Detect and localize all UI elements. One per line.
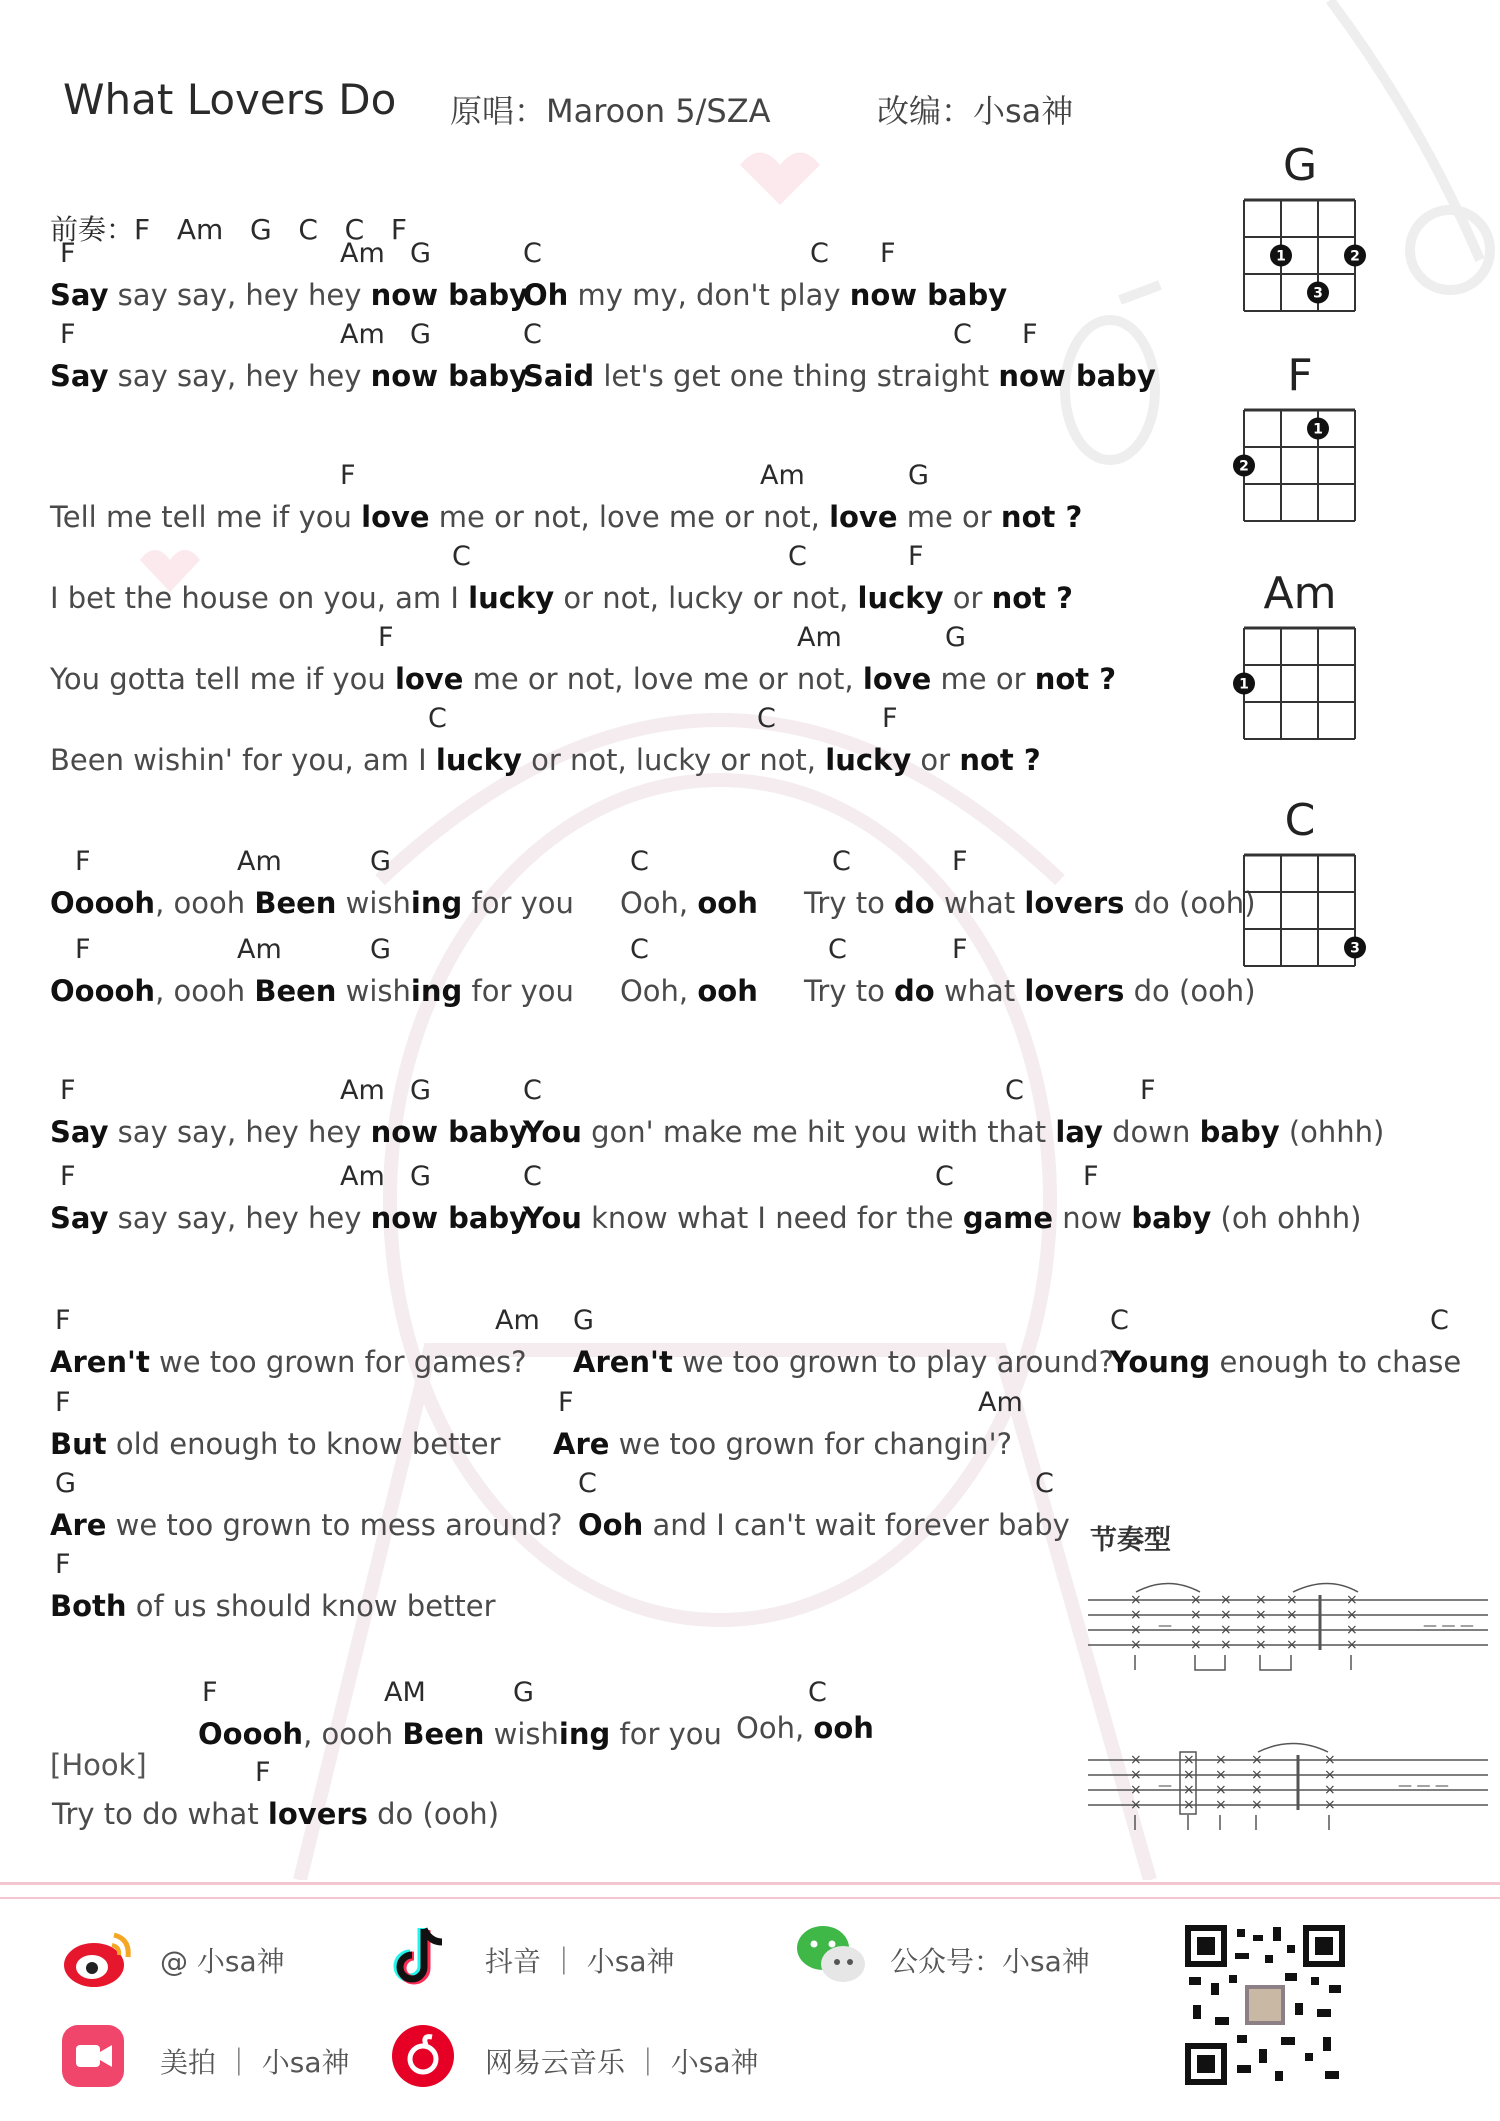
lyric-text: Tell me tell me if you	[50, 500, 362, 534]
lyric-text: do (ooh)	[367, 1797, 500, 1831]
svg-text:—: —	[1158, 1778, 1172, 1794]
chord-symbol: Am	[978, 1387, 1023, 1418]
chord-symbol: F	[60, 238, 76, 269]
chord-symbol: F	[1022, 319, 1038, 350]
chord-symbol: C	[808, 1677, 827, 1708]
lyric-line	[198, 1717, 722, 1751]
chord-symbol: F	[558, 1387, 574, 1418]
lyric-text: Been wishin' for you, am I	[50, 743, 436, 777]
chord-symbol: C	[935, 1161, 954, 1192]
rhythm-pattern-2	[1088, 1730, 1488, 1840]
lyric-text: , oooh	[155, 886, 255, 920]
svg-text:3: 3	[1313, 285, 1323, 302]
lyric-emphasis: lucky	[857, 581, 944, 615]
lyric-emphasis: Young	[1110, 1345, 1211, 1379]
lyric-emphasis: not ?	[959, 743, 1041, 777]
lyric-emphasis: Ooooh	[198, 1717, 304, 1751]
svg-text:2: 2	[1239, 458, 1249, 475]
chord-symbol: Am	[237, 846, 282, 877]
lyric-text: we too grown for changin'?	[609, 1427, 1013, 1461]
lyric-emphasis: Said	[523, 359, 595, 393]
lyric-emphasis: Are	[50, 1508, 107, 1542]
chord-symbol: C	[578, 1468, 597, 1499]
chord-symbol: Am	[797, 622, 842, 653]
wechat-icon[interactable]	[795, 1922, 869, 1988]
lyric-text: wish	[336, 974, 411, 1008]
lyric-text: say say, hey hey	[108, 359, 371, 393]
svg-text:×: ×	[1130, 1607, 1142, 1623]
lyric-emphasis: now baby	[370, 278, 529, 312]
lyric-text: let's get one thing straight	[594, 359, 999, 393]
chord-symbol: F	[340, 460, 356, 491]
lyric-emphasis: ooh	[697, 974, 758, 1008]
netease-music-icon[interactable]	[392, 2025, 454, 2087]
lyric-text: for you Ooh,	[462, 974, 698, 1008]
chord-symbol: F	[75, 934, 91, 965]
footer-divider-top	[0, 1882, 1500, 1885]
lyric-emphasis: But	[50, 1427, 107, 1461]
chord-symbol: C	[523, 319, 542, 350]
svg-text:2: 2	[1350, 248, 1360, 265]
chord-symbol: F	[1140, 1075, 1156, 1106]
lyric-emphasis: love	[394, 662, 464, 696]
lyric-emphasis: game	[962, 1201, 1054, 1235]
svg-text:×: ×	[1190, 1607, 1202, 1623]
finger-dot	[1344, 937, 1366, 959]
svg-text:×: ×	[1190, 1622, 1202, 1638]
chord-symbol: G	[908, 460, 929, 491]
lyric-line	[50, 1115, 528, 1149]
svg-text:1: 1	[1239, 676, 1249, 693]
lyric-text: what	[934, 974, 1025, 1008]
arranger: 改编：小sa神	[877, 92, 1074, 130]
svg-text:×: ×	[1255, 1607, 1267, 1623]
chord-symbol: Am	[495, 1305, 540, 1336]
lyric-text: Try to do what	[52, 1797, 268, 1831]
lyric-line	[50, 359, 528, 393]
lyric-emphasis: lovers	[267, 1797, 368, 1831]
lyric-emphasis: Say	[50, 1115, 109, 1149]
lyric-line	[50, 500, 1082, 534]
lyric-line	[50, 1508, 562, 1542]
chord-symbol: Am	[340, 1161, 385, 1192]
lyric-text: or not, lucky or not,	[521, 743, 826, 777]
chord-symbol: C	[523, 238, 542, 269]
chord-symbol: G	[513, 1677, 534, 1708]
chord-symbol: C	[1110, 1305, 1129, 1336]
chord-symbol: G	[370, 846, 391, 877]
svg-text:×: ×	[1190, 1637, 1202, 1653]
song-title: What Lovers Do	[63, 75, 397, 124]
lyric-emphasis: now baby	[370, 1201, 529, 1235]
lyric-text: old enough to know better	[106, 1427, 501, 1461]
lyric-text: for you	[610, 1717, 722, 1751]
chord-symbol: F	[1083, 1161, 1099, 1192]
lyric-line	[523, 1115, 1384, 1149]
chord-symbol: F	[202, 1677, 218, 1708]
svg-text:×: ×	[1220, 1607, 1232, 1623]
lyric-text: wish	[336, 886, 411, 920]
svg-text:×: ×	[1286, 1637, 1298, 1653]
lyric-emphasis: lucky	[435, 743, 522, 777]
lyric-emphasis: now baby	[849, 278, 1008, 312]
chord-symbol: C	[1035, 1468, 1054, 1499]
lyric-emphasis: ing	[410, 886, 463, 920]
lyric-text: for you Ooh,	[462, 886, 698, 920]
svg-text:×: ×	[1255, 1637, 1267, 1653]
lyric-emphasis: love	[862, 662, 932, 696]
finger-dot	[1233, 673, 1255, 695]
lyric-emphasis: ooh	[813, 1711, 874, 1745]
douyin-icon[interactable]	[392, 1920, 452, 1990]
chord-symbol: F	[908, 541, 924, 572]
lyric-emphasis: Been	[254, 974, 337, 1008]
chord-symbol: G	[573, 1305, 594, 1336]
lyric-line	[50, 662, 1116, 696]
chord-symbol: C	[788, 541, 807, 572]
svg-text:×: ×	[1251, 1752, 1263, 1768]
lyric-text: what	[934, 886, 1025, 920]
chord-symbol: AM	[384, 1677, 426, 1708]
chord-symbol: Am	[340, 1075, 385, 1106]
svg-text:×: ×	[1346, 1637, 1358, 1653]
lyric-line	[736, 1711, 874, 1745]
svg-text:×: ×	[1183, 1797, 1195, 1813]
chord-symbol: Am	[340, 319, 385, 350]
lyric-emphasis: Aren't	[573, 1345, 673, 1379]
lyric-line	[578, 1508, 1070, 1542]
original-artist: 原唱：Maroon 5/SZA	[450, 92, 771, 130]
svg-text:×: ×	[1255, 1592, 1267, 1608]
lyric-emphasis: Oh	[523, 278, 569, 312]
netease-handle: 网易云音乐 ｜ 小sa神	[485, 2046, 759, 2079]
lyric-line	[50, 1427, 501, 1461]
svg-text:×: ×	[1215, 1797, 1227, 1813]
chord-symbol: C	[630, 934, 649, 965]
svg-text:×: ×	[1130, 1622, 1142, 1638]
chord-symbol: C	[428, 703, 447, 734]
lyric-line	[50, 1201, 528, 1235]
lyric-text: we too grown for games?	[149, 1345, 527, 1379]
lyric-text: You gotta tell me if you	[50, 662, 395, 696]
weibo-handle: @ 小sa神	[160, 1945, 285, 1978]
lyric-emphasis: ing	[558, 1717, 611, 1751]
chord-symbol: C	[832, 846, 851, 877]
svg-text:×: ×	[1130, 1782, 1142, 1798]
svg-text:×: ×	[1130, 1752, 1142, 1768]
chord-diagram-c	[1232, 847, 1372, 977]
svg-text:×: ×	[1130, 1797, 1142, 1813]
lyric-text: Ooh,	[736, 1711, 814, 1745]
chord-symbol: F	[880, 238, 896, 269]
lyric-emphasis: lovers	[1024, 886, 1125, 920]
lyric-line	[1110, 1345, 1461, 1379]
chord-symbol: F	[60, 1161, 76, 1192]
chord-symbol: F	[55, 1549, 71, 1580]
lyric-emphasis: ooh	[697, 886, 758, 920]
finger-dot	[1307, 418, 1329, 440]
lyric-emphasis: Aren't	[50, 1345, 150, 1379]
chord-symbol: F	[75, 846, 91, 877]
svg-text:×: ×	[1324, 1767, 1336, 1783]
chord-symbol: C	[953, 319, 972, 350]
finger-dot	[1270, 245, 1292, 267]
lyric-text: (oh ohhh)	[1211, 1201, 1362, 1235]
lyric-text: now	[1053, 1201, 1132, 1235]
lyric-text: , oooh	[155, 974, 255, 1008]
lyric-emphasis: Been	[254, 886, 337, 920]
chord-symbol: Am	[340, 238, 385, 269]
lyric-text: gon' make me hit you with that	[581, 1115, 1056, 1149]
svg-text:×: ×	[1255, 1622, 1267, 1638]
chord-symbol: C	[828, 934, 847, 965]
lyric-text: (ohhh)	[1279, 1115, 1385, 1149]
chord-symbol: Am	[237, 934, 282, 965]
lyric-emphasis: lucky	[468, 581, 555, 615]
chord-symbol: G	[370, 934, 391, 965]
lyric-emphasis: now baby	[370, 1115, 529, 1149]
lyric-text: enough to chase	[1210, 1345, 1462, 1379]
svg-text:×: ×	[1324, 1752, 1336, 1768]
svg-text:×: ×	[1215, 1767, 1227, 1783]
lyric-emphasis: lucky	[825, 743, 912, 777]
lyric-emphasis: not ?	[991, 581, 1073, 615]
chord-symbol: F	[952, 934, 968, 965]
lyric-emphasis: not ?	[1034, 662, 1117, 696]
chord-symbol: G	[410, 319, 431, 350]
lyric-text: say say, hey hey	[108, 1201, 371, 1235]
svg-text:×: ×	[1220, 1622, 1232, 1638]
svg-text:×: ×	[1130, 1592, 1142, 1608]
lyric-text: , oooh	[303, 1717, 403, 1751]
chord-symbol: C	[1005, 1075, 1024, 1106]
lyric-text: we too grown to play around?	[672, 1345, 1114, 1379]
chord-symbol: F	[952, 846, 968, 877]
chord-symbol: C	[523, 1075, 542, 1106]
svg-text:×: ×	[1130, 1637, 1142, 1653]
svg-text:×: ×	[1251, 1782, 1263, 1798]
lyric-line	[50, 581, 1073, 615]
svg-text:— — —: — — —	[1398, 1778, 1449, 1794]
douyin-handle: 抖音 ｜ 小sa神	[485, 1945, 675, 1978]
chord-diagram-am	[1232, 620, 1372, 750]
chord-symbol: F	[55, 1305, 71, 1336]
lyric-emphasis: lay	[1055, 1115, 1103, 1149]
lyric-line	[523, 1201, 1361, 1235]
intro-chords: F Am G C C F	[134, 213, 407, 246]
lyric-emphasis: love	[361, 500, 430, 534]
lyric-text: wish	[484, 1717, 559, 1751]
lyric-emphasis: do	[894, 886, 935, 920]
chord-symbol: F	[60, 319, 76, 350]
lyric-line	[52, 1797, 499, 1831]
chord-symbol: C	[1430, 1305, 1449, 1336]
meipai-handle: 美拍 ｜ 小sa神	[160, 2046, 350, 2079]
meipai-icon[interactable]	[62, 2025, 124, 2087]
finger-dot	[1344, 245, 1366, 267]
intro-label: 前奏：	[50, 213, 135, 246]
lyric-emphasis: lovers	[1024, 974, 1125, 1008]
lyric-line	[553, 1427, 1012, 1461]
finger-dot	[1233, 455, 1255, 477]
lyric-emphasis: ing	[410, 974, 463, 1008]
lyric-text: me or	[897, 500, 1001, 534]
svg-text:1: 1	[1276, 248, 1286, 265]
hook-label: [Hook]	[50, 1748, 147, 1782]
lyric-line	[50, 278, 528, 312]
svg-text:×: ×	[1251, 1767, 1263, 1783]
svg-text:×: ×	[1251, 1797, 1263, 1813]
lyric-emphasis: Ooh	[578, 1508, 644, 1542]
footer-divider-bottom	[0, 1897, 1500, 1899]
lyric-emphasis: Are	[553, 1427, 610, 1461]
chord-diagram-name: C	[1284, 795, 1316, 846]
wechat-account: 公众号：小sa神	[890, 1945, 1090, 1978]
lyric-text: Try to	[757, 974, 895, 1008]
svg-text:1: 1	[1313, 421, 1323, 438]
lyric-line	[50, 886, 1256, 920]
lyric-text: know what I need for the	[581, 1201, 963, 1235]
svg-text:×: ×	[1183, 1752, 1195, 1768]
svg-text:×: ×	[1215, 1782, 1227, 1798]
chord-diagram-name: Am	[1263, 568, 1337, 619]
svg-text:3: 3	[1350, 940, 1360, 957]
chord-symbol: Am	[760, 460, 805, 491]
lyric-emphasis: do	[894, 974, 935, 1008]
lyric-emphasis: Been	[402, 1717, 485, 1751]
chord-symbol: F	[882, 703, 898, 734]
lyric-text: and I can't wait forever baby	[643, 1508, 1070, 1542]
lyric-line	[523, 278, 1007, 312]
svg-text:×: ×	[1215, 1752, 1227, 1768]
lyric-emphasis: Say	[50, 359, 109, 393]
lyric-line	[50, 1345, 527, 1379]
rhythm-pattern-1	[1088, 1570, 1488, 1680]
lyric-text: say say, hey hey	[108, 1115, 371, 1149]
lyric-emphasis: not ?	[1000, 500, 1083, 534]
lyric-text: do (ooh)	[1124, 886, 1256, 920]
lyric-line	[50, 974, 1256, 1008]
finger-dot	[1307, 282, 1329, 304]
lyric-text: my my, don't play	[568, 278, 850, 312]
lyric-text: say say, hey hey	[108, 278, 371, 312]
lyric-text: do (ooh)	[1124, 974, 1256, 1008]
lyric-line	[523, 359, 1156, 393]
lyric-text: or	[943, 581, 992, 615]
lyric-text: Try to	[757, 886, 895, 920]
chord-symbol: G	[945, 622, 966, 653]
svg-text:×: ×	[1324, 1782, 1336, 1798]
chord-symbol: F	[378, 622, 394, 653]
chord-diagram-f	[1232, 402, 1372, 532]
weibo-icon[interactable]	[62, 1925, 138, 1991]
chord-diagram-name: F	[1287, 350, 1313, 401]
svg-text:— — —: — — —	[1423, 1618, 1474, 1634]
lyric-emphasis: baby	[1131, 1201, 1212, 1235]
lyric-text: me or not, love me or not,	[463, 662, 863, 696]
qr-code[interactable]	[1185, 1925, 1345, 2085]
rhythm-label: 节奏型	[1090, 1525, 1171, 1556]
lyric-emphasis: You	[523, 1115, 582, 1149]
lyric-emphasis: Both	[50, 1589, 127, 1623]
lyric-emphasis: now baby	[998, 359, 1156, 393]
lyric-text: me or	[931, 662, 1035, 696]
lyric-emphasis: love	[829, 500, 898, 534]
chord-symbol: C	[452, 541, 471, 572]
svg-text:×: ×	[1346, 1622, 1358, 1638]
chord-symbol: F	[60, 1075, 76, 1106]
svg-text:×: ×	[1220, 1592, 1232, 1608]
lyric-line	[50, 1589, 496, 1623]
lyric-emphasis: Ooooh	[50, 886, 156, 920]
chord-symbol: C	[757, 703, 776, 734]
lyric-emphasis: now baby	[370, 359, 529, 393]
lyric-emphasis: You	[523, 1201, 582, 1235]
lyric-emphasis: Ooooh	[50, 974, 156, 1008]
svg-text:×: ×	[1286, 1622, 1298, 1638]
lyric-text: we too grown to mess around?	[106, 1508, 563, 1542]
lyric-text: me or not, love me or not,	[429, 500, 830, 534]
svg-text:×: ×	[1324, 1797, 1336, 1813]
lyric-emphasis: Say	[50, 1201, 109, 1235]
chord-symbol: C	[630, 846, 649, 877]
chord-symbol: G	[410, 1161, 431, 1192]
svg-text:×: ×	[1183, 1782, 1195, 1798]
chord-symbol: G	[410, 1075, 431, 1106]
lyric-text: or	[911, 743, 960, 777]
svg-text:×: ×	[1346, 1592, 1358, 1608]
svg-text:×: ×	[1130, 1767, 1142, 1783]
svg-text:×: ×	[1183, 1767, 1195, 1783]
lyric-line	[573, 1345, 1114, 1379]
chord-symbol: C	[523, 1161, 542, 1192]
svg-text:×: ×	[1286, 1592, 1298, 1608]
svg-text:×: ×	[1220, 1637, 1232, 1653]
lyric-text: down	[1102, 1115, 1200, 1149]
svg-text:×: ×	[1190, 1592, 1202, 1608]
svg-text:×: ×	[1286, 1607, 1298, 1623]
chord-symbol: C	[810, 238, 829, 269]
lyric-text: or not, lucky or not,	[554, 581, 858, 615]
chord-diagram-name: G	[1282, 140, 1318, 191]
chord-symbol: G	[410, 238, 431, 269]
chord-symbol: F	[255, 1757, 271, 1788]
chord-symbol: F	[55, 1387, 71, 1418]
chord-symbol: G	[55, 1468, 76, 1499]
chord-diagram-g	[1232, 192, 1372, 322]
lyric-line	[50, 743, 1041, 777]
lyric-emphasis: Say	[50, 278, 109, 312]
lyric-emphasis: baby	[1199, 1115, 1280, 1149]
svg-text:×: ×	[1346, 1607, 1358, 1623]
svg-text:—: —	[1158, 1618, 1172, 1634]
lyric-text: of us should know better	[126, 1589, 496, 1623]
lyric-text: I bet the house on you, am I	[50, 581, 469, 615]
